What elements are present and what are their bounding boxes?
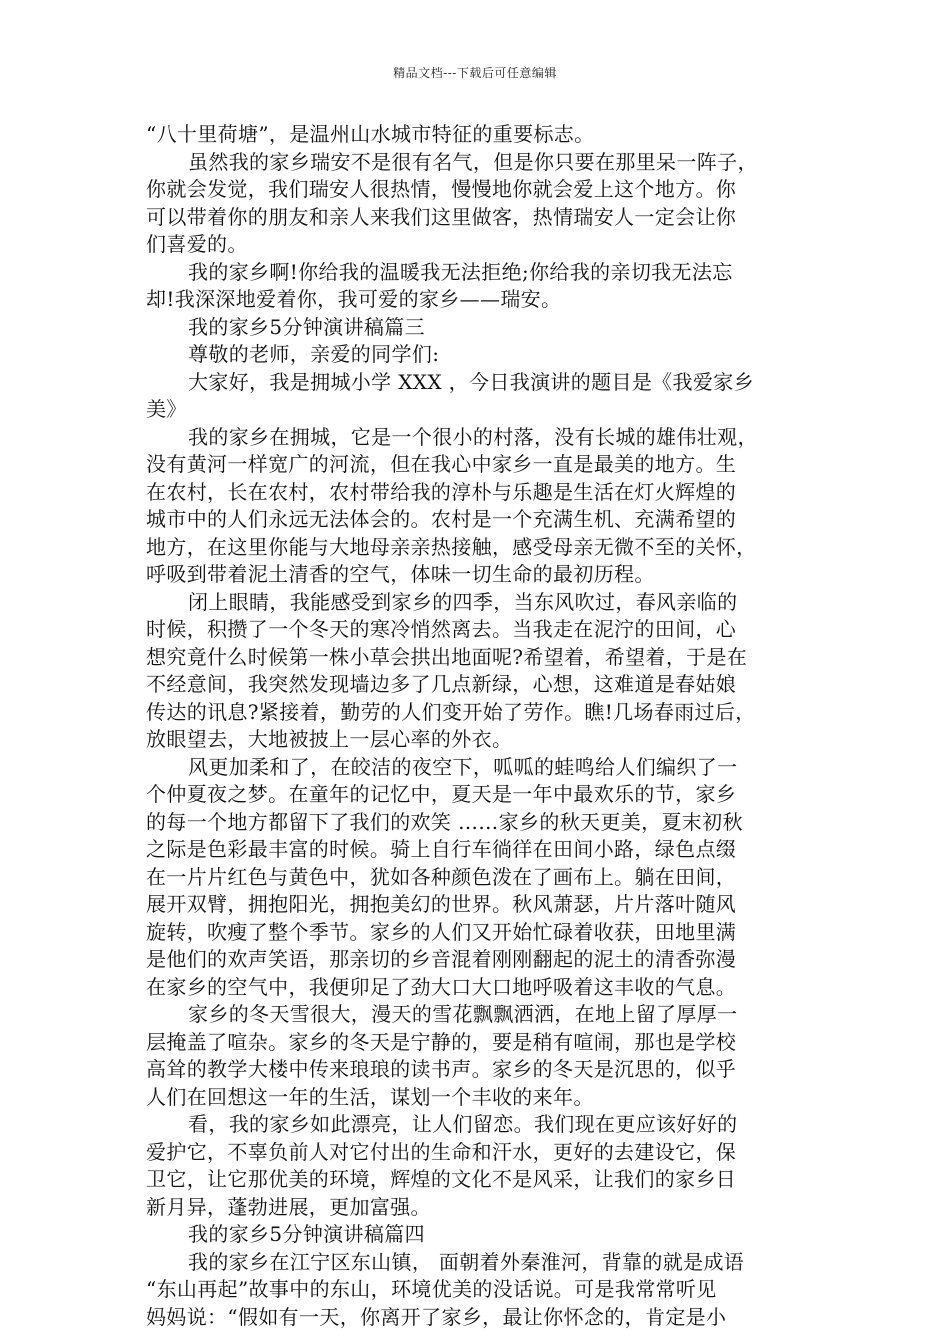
text-line: 爱护它，不辜负前人对它付出的生命和汗水，更好的去建设它，保 [146, 1139, 737, 1164]
text-line: 地方，在这里你能与大地母亲亲热接触，感受母亲无微不至的关怀， [146, 534, 757, 559]
text-line: 你就会发觉，我们瑞安人很热情，慢慢地你就会爱上这个地方。你 [146, 177, 737, 201]
text-line: 在农村，长在农村，农村带给我的淳朴与乐趣是生活在灯火辉煌的 [146, 479, 737, 504]
text-line: 们喜爱的。 [146, 232, 248, 256]
text-line: 我的家乡5分钟演讲稿篇三 [188, 314, 425, 339]
text-line: 妈妈说：“假如有一天，你离开了家乡，最让你怀念的，肯定是小 [146, 1304, 727, 1329]
text-line: 想究竟什么时候第一株小草会拱出地面呢?希望着，希望着，于是在 [146, 644, 748, 669]
text-line: 之际是色彩最丰富的时候。骑上自行车徜徉在田间小路，绿色点缀 [146, 837, 737, 861]
text-line: 新月异，蓬勃进展，更加富强。 [146, 1194, 431, 1219]
text-line: “东山再起”故事中的东山，环境优美的没话说。可是我常常听见 [146, 1277, 717, 1301]
text-line: 我的家乡啊!你给我的温暖我无法拒绝;你给我的亲切我无法忘 [188, 259, 733, 284]
text-line: 时候，积攒了一个冬天的寒冷悄然离去。当我走在泥泞的田间，心 [146, 617, 737, 641]
text-line: 没有黄河一样宽广的河流，但在我心中家乡一直是最美的地方。生 [146, 452, 737, 476]
text-line: “八十里荷塘”，是温州山水城市特征的重要标志。 [146, 122, 595, 146]
text-line: 风更加柔和了，在皎洁的夜空下，呱呱的蛙鸣给人们编织了一 [188, 754, 738, 779]
text-line: 虽然我的家乡瑞安不是很有名气，但是你只要在那里呆一阵子， [188, 149, 758, 174]
text-line: 看，我的家乡如此漂亮，让人们留恋。我们现在更应该好好的 [188, 1112, 738, 1136]
text-line: 却!我深深地爱着你，我可爱的家乡——瑞安。 [146, 287, 562, 311]
text-line: 大家好，我是拥城小学 XXX ，今日我演讲的题目是《我爱家乡 [188, 369, 754, 394]
text-line: 人们在回想这一年的生活，谋划一个丰收的来年。 [146, 1084, 594, 1109]
text-line: 呼吸到带着泥土清香的空气，体味一切生命的最初历程。 [146, 562, 655, 586]
text-line: 旋转，吹瘦了整个季节。家乡的人们又开始忙碌着收获，田地里满 [146, 919, 737, 944]
text-line: 不经意间，我突然发现墙边多了几点新绿，心想，这难道是春姑娘 [146, 672, 737, 696]
text-line: 高耸的教学大楼中传来琅琅的读书声。家乡的冬天是沉思的，似乎 [146, 1057, 737, 1081]
page-header: 精品文档---下载后可任意编辑 [393, 66, 557, 80]
text-line: 个仲夏夜之梦。在童年的记忆中，夏天是一年中最欢乐的节，家乡 [146, 782, 737, 806]
text-line: 传达的讯息?紧接着，勤劳的人们变开始了劳作。瞧!几场春雨过后， [146, 699, 756, 724]
text-line: 闭上眼睛，我能感受到家乡的四季，当东风吹过，春风亲临的 [188, 589, 738, 614]
text-line: 卫它，让它那优美的环境，辉煌的文化不是风采，让我们的家乡日 [146, 1167, 737, 1191]
text-line: 在一片片红色与黄色中，犹如各种颜色泼在了画布上。躺在田间， [146, 864, 737, 889]
text-line: 美》 [146, 397, 187, 421]
text-line: 放眼望去，大地被披上一层心率的外衣。 [146, 727, 513, 751]
text-line: 城市中的人们永远无法体会的。农村是一个充满生机、充满希望的 [146, 507, 737, 531]
document-body [146, 121, 806, 1331]
text-line: 家乡的冬天雪很大，漫天的雪花飘飘洒洒，在地上留了厚厚一 [188, 1002, 738, 1026]
text-line: 是他们的欢声笑语，那亲切的乡音混着刚刚翻起的泥土的清香弥漫 [146, 947, 737, 971]
text-line: 我的家乡在拥城，它是一个很小的村落，没有长城的雄伟壮观， [188, 424, 758, 449]
text-line: 我的家乡在江宁区东山镇， 面朝着外秦淮河，背靠的就是成语 [188, 1249, 745, 1274]
text-line: 尊敬的老师，亲爱的同学们: [188, 342, 440, 366]
text-line: 在家乡的空气中，我便卯足了劲大口大口地呼吸着这丰收的气息。 [146, 974, 737, 999]
text-line: 可以带着你的朋友和亲人来我们这里做客，热情瑞安人一定会让你 [146, 204, 737, 229]
text-line: 展开双臂，拥抱阳光，拥抱美幻的世界。秋风萧瑟，片片落叶随风 [146, 892, 737, 916]
text-line: 我的家乡5分钟演讲稿篇四 [188, 1222, 425, 1246]
text-line: 的每一个地方都留下了我们的欢笑 ……家乡的秋天更美，夏末初秋 [146, 809, 743, 834]
text-line: 层掩盖了喧杂。家乡的冬天是宁静的，要是稍有喧闹，那也是学校 [146, 1029, 737, 1054]
